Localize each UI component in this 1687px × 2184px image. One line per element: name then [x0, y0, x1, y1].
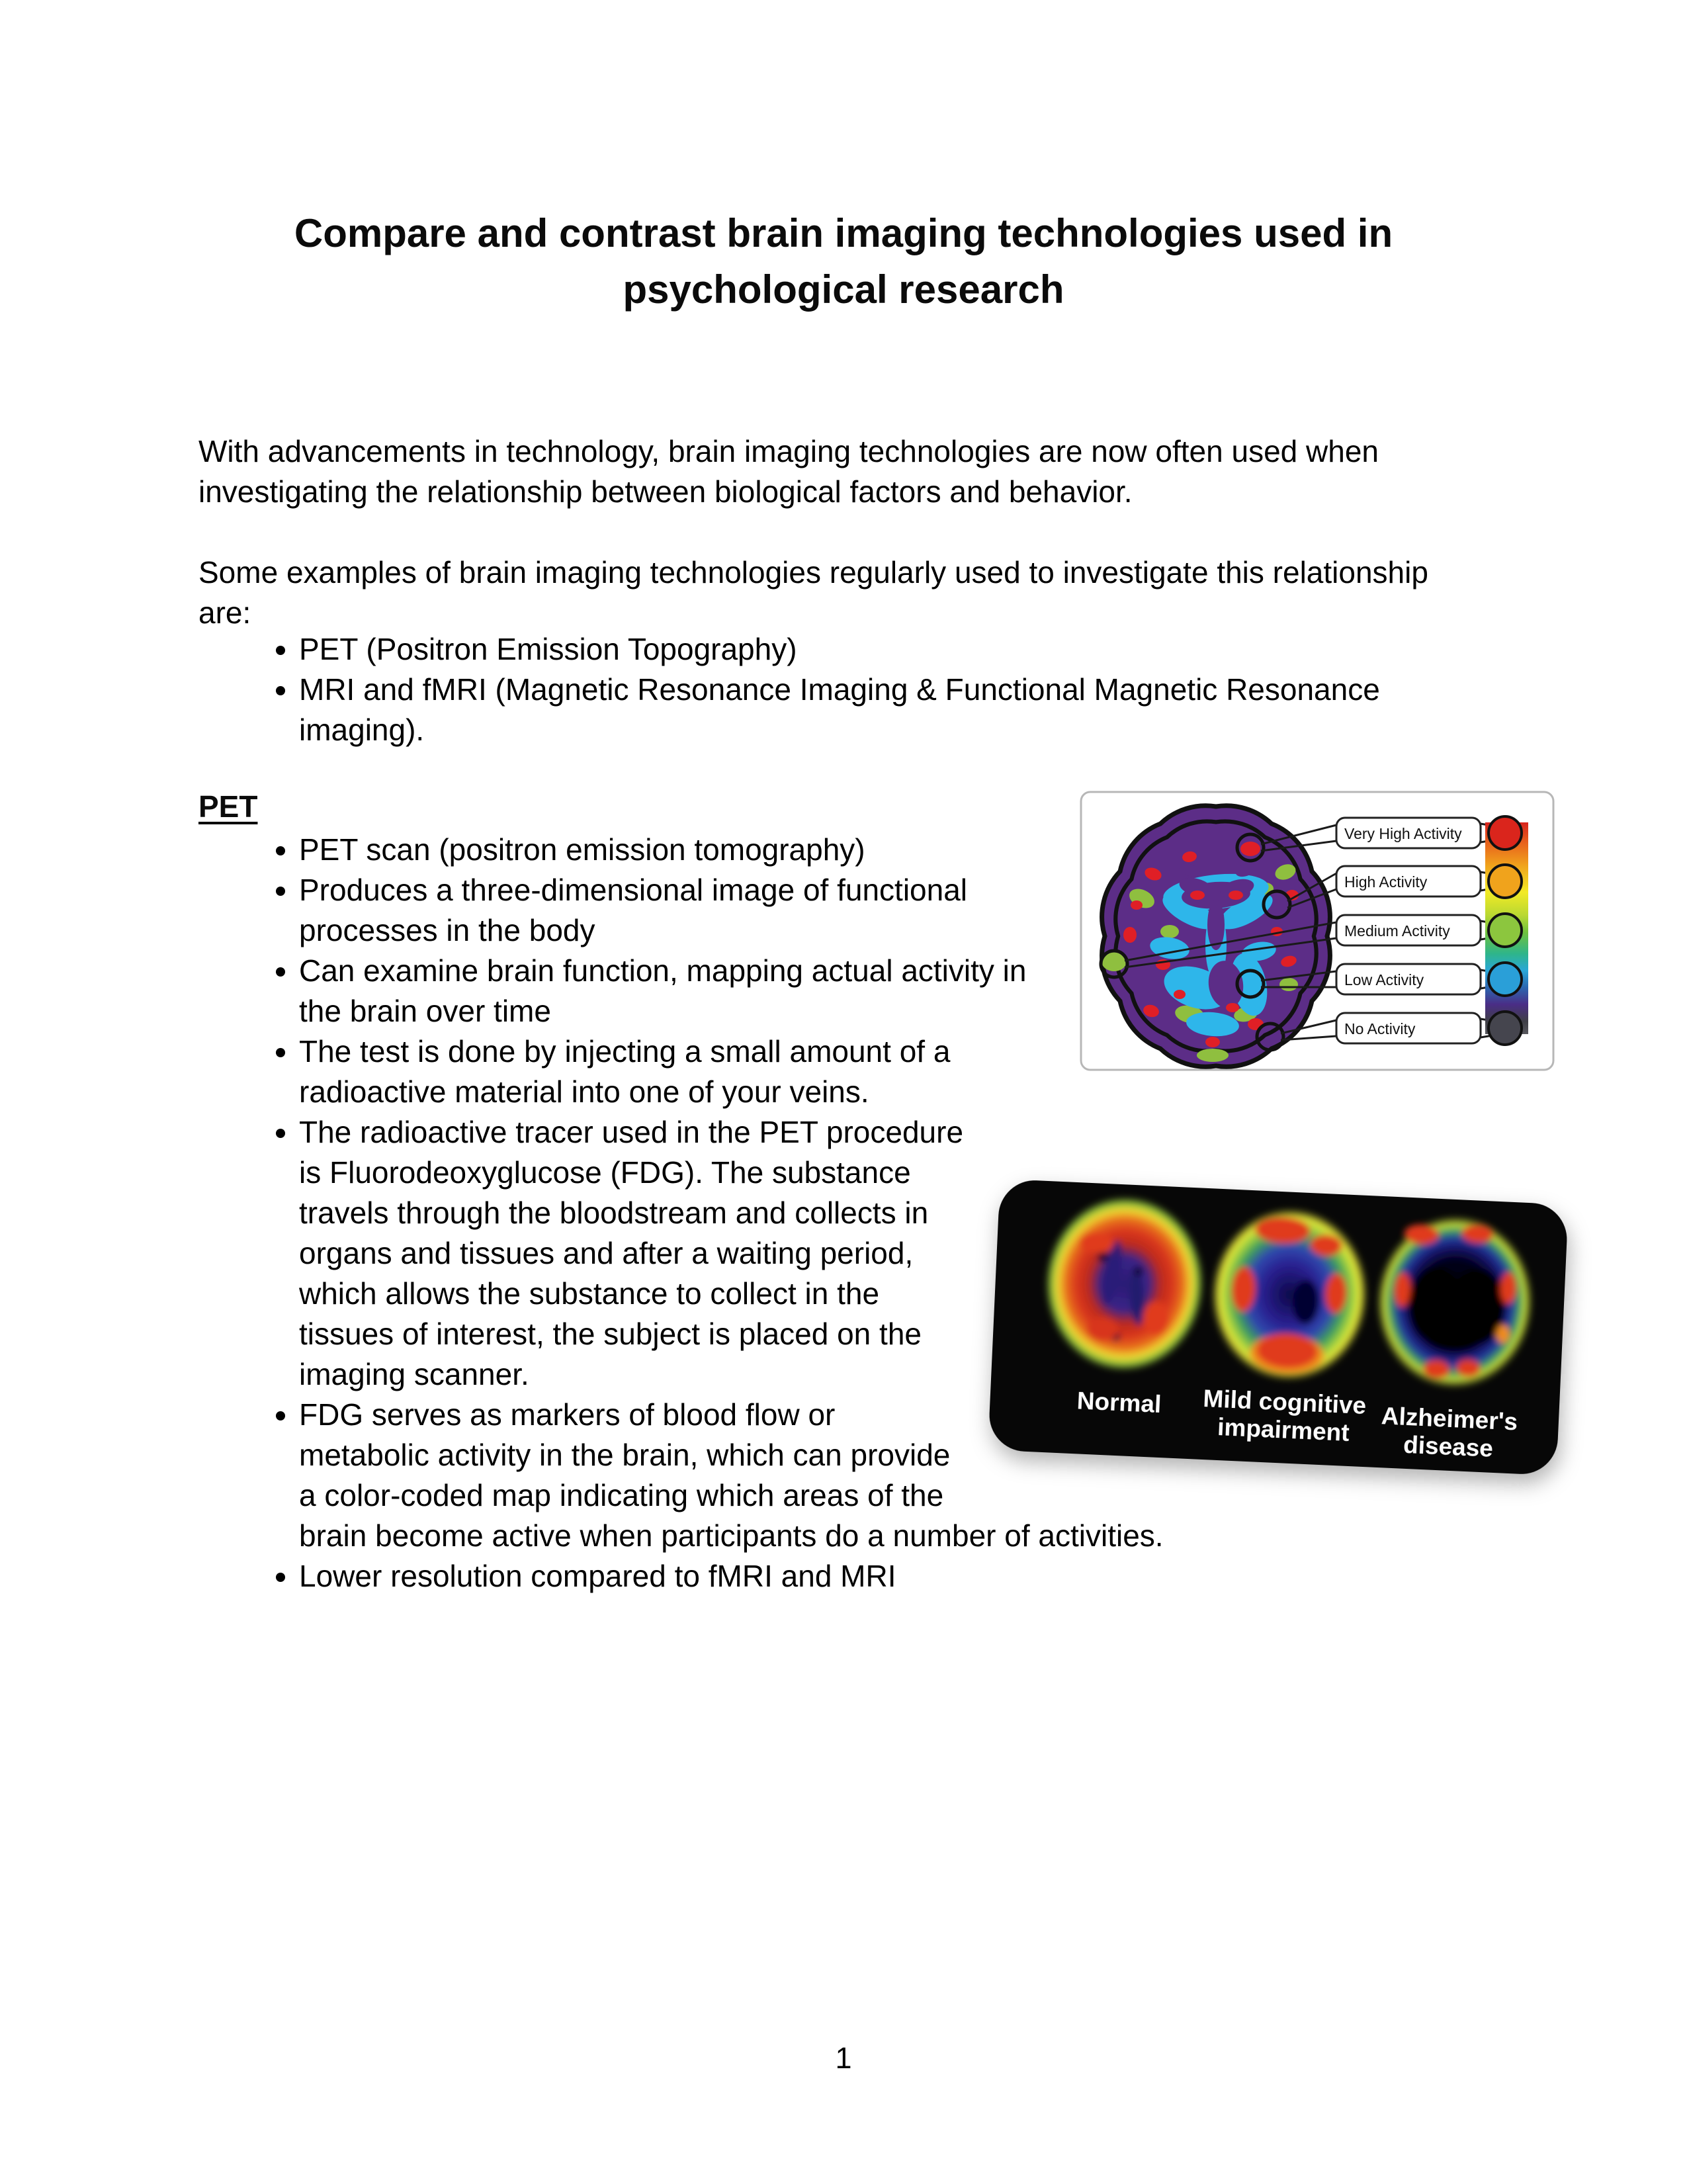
pet-activity-diagram — [1080, 791, 1555, 1071]
legend-label: High Activity — [1344, 873, 1428, 891]
title-line-2: psychological research — [623, 267, 1064, 312]
list-item: • The radioactive tracer used in the PET procedure is Fluorodeoxyglucose (FDG). The substance travels through the bloodstream and collects in organs and tissues and after a waiting period, which allows the substance to collect in the tissues of interest, the subject is placed on the imaging scanner. — [299, 1112, 1489, 1395]
list-item: • Produces a three-dimensional image of functional processes in the body — [299, 870, 1489, 951]
examples-lead-paragraph: Some examples of brain imaging technologies regularly used to investigate this relationship are: — [198, 555, 1428, 630]
list-item: • Lower resolution compared to fMRI and MRI — [299, 1556, 1489, 1596]
legend-label: No Activity — [1344, 1020, 1416, 1037]
page-number: 1 — [835, 2041, 852, 2075]
scale-marker-low — [1489, 963, 1522, 996]
list-item: • PET (Positron Emission Topography) — [299, 629, 1489, 670]
scale-marker-medium — [1489, 914, 1522, 947]
legend-label: Medium Activity — [1344, 922, 1450, 939]
pet-section-heading: PET — [198, 789, 258, 824]
pet-comparison-panel — [988, 1179, 1569, 1476]
scale-marker-very-high — [1489, 816, 1522, 850]
title-line-1: Compare and contrast brain imaging technologies used in — [294, 211, 1393, 255]
scale-marker-none — [1489, 1012, 1522, 1045]
pet-comparison-scans — [988, 1179, 1569, 1476]
scale-marker-high — [1489, 865, 1522, 898]
scan-label-alzheimers: Alzheimer'sdisease — [1381, 1402, 1518, 1462]
examples-list — [198, 629, 1489, 750]
pet-activity-figure — [1080, 791, 1555, 1071]
list-item: • The test is done by injecting a small amount of a radioactive material into one of your veins. — [299, 1031, 1489, 1112]
scan-label-normal: Normal — [1076, 1387, 1162, 1419]
intro-paragraph: With advancements in technology, brain imaging technologies are now often used when investigating the relationship between biological factors and behavior. — [198, 434, 1379, 509]
list-item: • MRI and fMRI (Magnetic Resonance Imaging & Functional Magnetic Resonance imaging). — [299, 670, 1489, 750]
callout-medium — [1336, 915, 1481, 945]
page-title — [198, 205, 1489, 318]
callout-none — [1336, 1013, 1481, 1043]
brain-slice-illustration — [1101, 806, 1330, 1067]
callout-high — [1336, 866, 1481, 896]
list-item: • FDG serves as markers of blood flow or metabolic activity in the brain, which can provide a color-coded map indicating which areas of the brain become active when participants do a number of activities. — [299, 1395, 1489, 1556]
callout-very-high — [1336, 818, 1481, 848]
scan-label-mci: Mild cognitiveimpairment — [1202, 1384, 1367, 1447]
pet-comparison-figure — [994, 1102, 1563, 1493]
list-item: • PET scan (positron emission tomography) — [299, 830, 1489, 870]
list-item: • Can examine brain function, mapping actual activity in the brain over time — [299, 951, 1489, 1031]
callout-low — [1336, 964, 1481, 994]
legend-label: Low Activity — [1344, 971, 1424, 988]
legend-label: Very High Activity — [1344, 825, 1462, 842]
